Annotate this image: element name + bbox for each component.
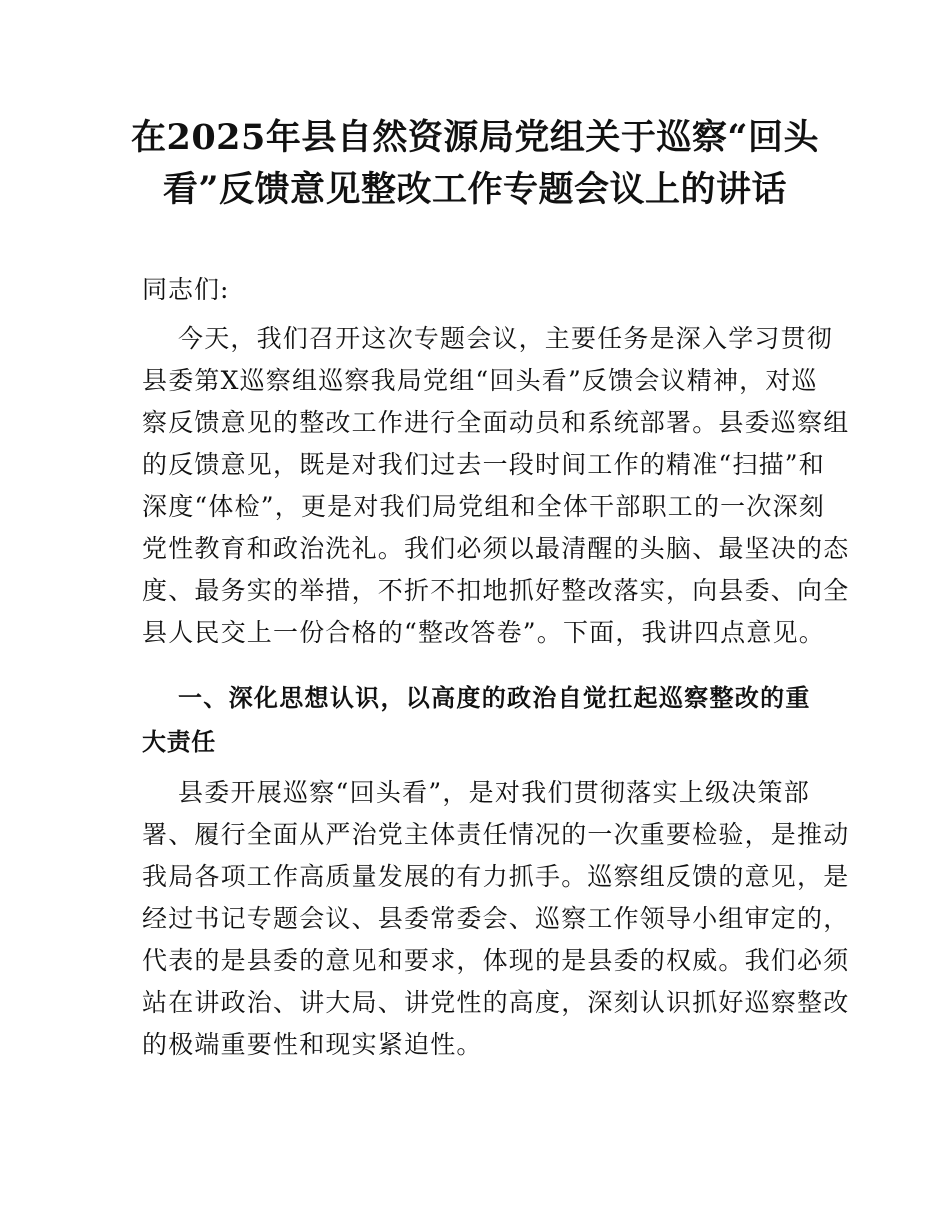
heading-line: 一、深化思想认识，以高度的政治自觉扛起巡察整改的重 bbox=[178, 684, 810, 712]
title-line: 看”反馈意见整改工作专题会议上的讲话 bbox=[162, 169, 788, 210]
paragraph-line: 署、履行全面从严治党主体责任情况的一次重要检验，是推动 bbox=[142, 820, 850, 849]
paragraph-line: 县人民交上一份合格的“整改答卷”。下面，我讲四点意见。 bbox=[142, 618, 825, 647]
heading-line: 大责任 bbox=[142, 728, 216, 756]
paragraph-line: 党性教育和政治洗礼。我们必须以最清醒的头脑、最坚决的态 bbox=[142, 534, 850, 563]
paragraph-line: 县委第X巡察组巡察我局党组“回头看”反馈会议精神，对巡 bbox=[142, 366, 818, 395]
title-line: 在2025年县自然资源局党组关于巡察“回头 bbox=[130, 117, 820, 158]
paragraph-line: 我局各项工作高质量发展的有力抓手。巡察组反馈的意见，是 bbox=[142, 862, 850, 891]
paragraph-line: 深度“体检”，更是对我们局党组和全体干部职工的一次深刻 bbox=[142, 492, 825, 521]
paragraph-section-1 bbox=[142, 772, 850, 1066]
paragraph-line: 经过书记专题会议、县委常委会、巡察工作领导小组审定的， bbox=[142, 904, 850, 933]
paragraph-line: 度、最务实的举措，不折不扣地抓好整改落实，向县委、向全 bbox=[142, 576, 850, 605]
paragraph-line: 今天，我们召开这次专题会议，主要任务是深入学习贯彻 bbox=[178, 324, 834, 353]
paragraph-line: 察反馈意见的整改工作进行全面动员和系统部署。县委巡察组 bbox=[142, 408, 850, 437]
salutation: 同志们: bbox=[142, 275, 230, 304]
paragraph-line: 县委开展巡察“回头看”，是对我们贯彻落实上级决策部 bbox=[178, 778, 810, 807]
paragraph-line: 的反馈意见，既是对我们过去一段时间工作的精准“扫描”和 bbox=[142, 450, 825, 479]
paragraph-line: 站在讲政治、讲大局、讲党性的高度，深刻认识抓好巡察整改 bbox=[142, 988, 850, 1017]
document-title bbox=[130, 112, 820, 216]
section-heading-1 bbox=[142, 676, 810, 764]
paragraph-line: 代表的是县委的意见和要求，体现的是县委的权威。我们必须 bbox=[142, 946, 850, 975]
paragraph-intro bbox=[142, 318, 850, 654]
paragraph-line: 的极端重要性和现实紧迫性。 bbox=[142, 1030, 483, 1059]
